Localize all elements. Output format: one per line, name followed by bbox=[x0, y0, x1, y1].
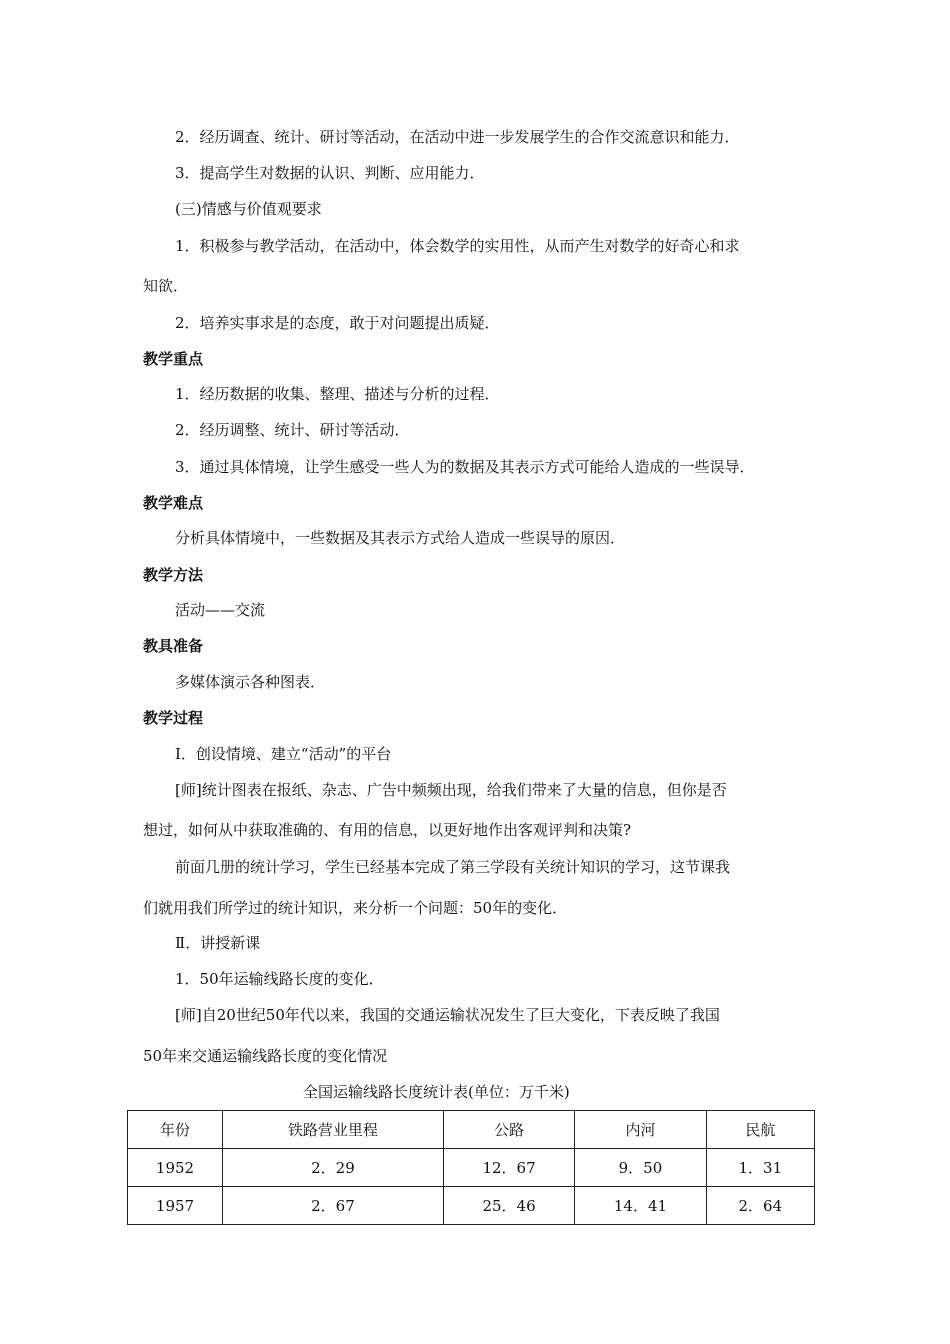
teaching-process-heading: 教学过程 bbox=[143, 709, 204, 727]
transport-statistics-table bbox=[127, 1110, 815, 1225]
teaching-tools-heading: 教具准备 bbox=[143, 637, 204, 655]
focus-3-text: 3．通过具体情境，让学生感受一些人为的数据及其表示方式可能给人造成的一些误导． bbox=[175, 458, 755, 476]
emotion-2-text: 2．培养实事求是的态度，敢于对问题提出质疑． bbox=[175, 314, 500, 332]
objective-3-text: 3．提高学生对数据的认识、判断、应用能力． bbox=[175, 164, 485, 182]
table-cell: 1957 bbox=[128, 1187, 223, 1225]
process-paragraph-3: [师]自20世纪50年代以来，我国的交通运输状况发生了巨大变化，下表反映了我国 bbox=[175, 1006, 720, 1024]
focus-2-text: 2．经历调整、统计、研讨等活动． bbox=[175, 421, 410, 439]
method-text: 活动——交流 bbox=[175, 601, 266, 619]
table-cell: 25．46 bbox=[443, 1187, 574, 1225]
table-cell: 1．31 bbox=[706, 1149, 814, 1187]
focus-1-text: 1．经历数据的收集、整理、描述与分析的过程． bbox=[175, 385, 500, 403]
objective-2-text: 2．经历调查、统计、研讨等活动，在活动中进一步发展学生的合作交流意识和能力． bbox=[175, 128, 740, 146]
table-row bbox=[128, 1149, 815, 1187]
header-cell-inland-river: 内河 bbox=[575, 1111, 706, 1149]
table-cell: 1952 bbox=[128, 1149, 223, 1187]
process-paragraph-2: 前面几册的统计学习，学生已经基本完成了第三学段有关统计知识的学习，这节课我 bbox=[175, 858, 731, 876]
teaching-method-heading: 教学方法 bbox=[143, 566, 204, 584]
table-cell: 12．67 bbox=[443, 1149, 574, 1187]
process-paragraph-2-continuation: 们就用我们所学过的统计知识，来分析一个问题：50年的变化． bbox=[143, 899, 568, 917]
table-cell: 9．50 bbox=[575, 1149, 706, 1187]
emotion-1-continuation: 知欲． bbox=[143, 277, 189, 295]
table-caption: 全国运输线路长度统计表(单位：万千米) bbox=[303, 1083, 570, 1101]
table-row bbox=[128, 1187, 815, 1225]
table-cell: 2．29 bbox=[223, 1149, 444, 1187]
emotion-1-text: 1．积极参与教学活动，在活动中，体会数学的实用性，从而产生对数学的好奇心和求 bbox=[175, 237, 740, 255]
tools-text: 多媒体演示各种图表． bbox=[175, 673, 326, 691]
process-paragraph-3-continuation: 50年来交通运输线路长度的变化情况 bbox=[143, 1047, 388, 1065]
teaching-difficulty-heading: 教学难点 bbox=[143, 494, 204, 512]
process-part-1-title: Ⅰ．创设情境、建立“活动”的平台 bbox=[175, 745, 392, 763]
header-cell-railway: 铁路营业里程 bbox=[223, 1111, 444, 1149]
table-cell: 14．41 bbox=[575, 1187, 706, 1225]
emotion-section-heading: (三)情感与价值观要求 bbox=[175, 200, 322, 218]
difficulty-text: 分析具体情境中，一些数据及其表示方式给人造成一些误导的原因． bbox=[175, 529, 626, 547]
table-cell: 2．64 bbox=[706, 1187, 814, 1225]
process-paragraph-1: [师]统计图表在报纸、杂志、广告中频频出现，给我们带来了大量的信息，但你是否 bbox=[175, 781, 727, 799]
table-cell: 2．67 bbox=[223, 1187, 444, 1225]
header-cell-highway: 公路 bbox=[443, 1111, 574, 1149]
table-header-row bbox=[128, 1111, 815, 1149]
process-paragraph-1-continuation: 想过，如何从中获取准确的、有用的信息，以更好地作出客观评判和决策? bbox=[143, 821, 632, 839]
header-cell-year: 年份 bbox=[128, 1111, 223, 1149]
process-part-2-title: Ⅱ．讲授新课 bbox=[175, 934, 261, 952]
process-subsection-1-title: 1．50年运输线路长度的变化． bbox=[175, 970, 384, 988]
header-cell-civil-aviation: 民航 bbox=[706, 1111, 814, 1149]
teaching-focus-heading: 教学重点 bbox=[143, 350, 204, 368]
